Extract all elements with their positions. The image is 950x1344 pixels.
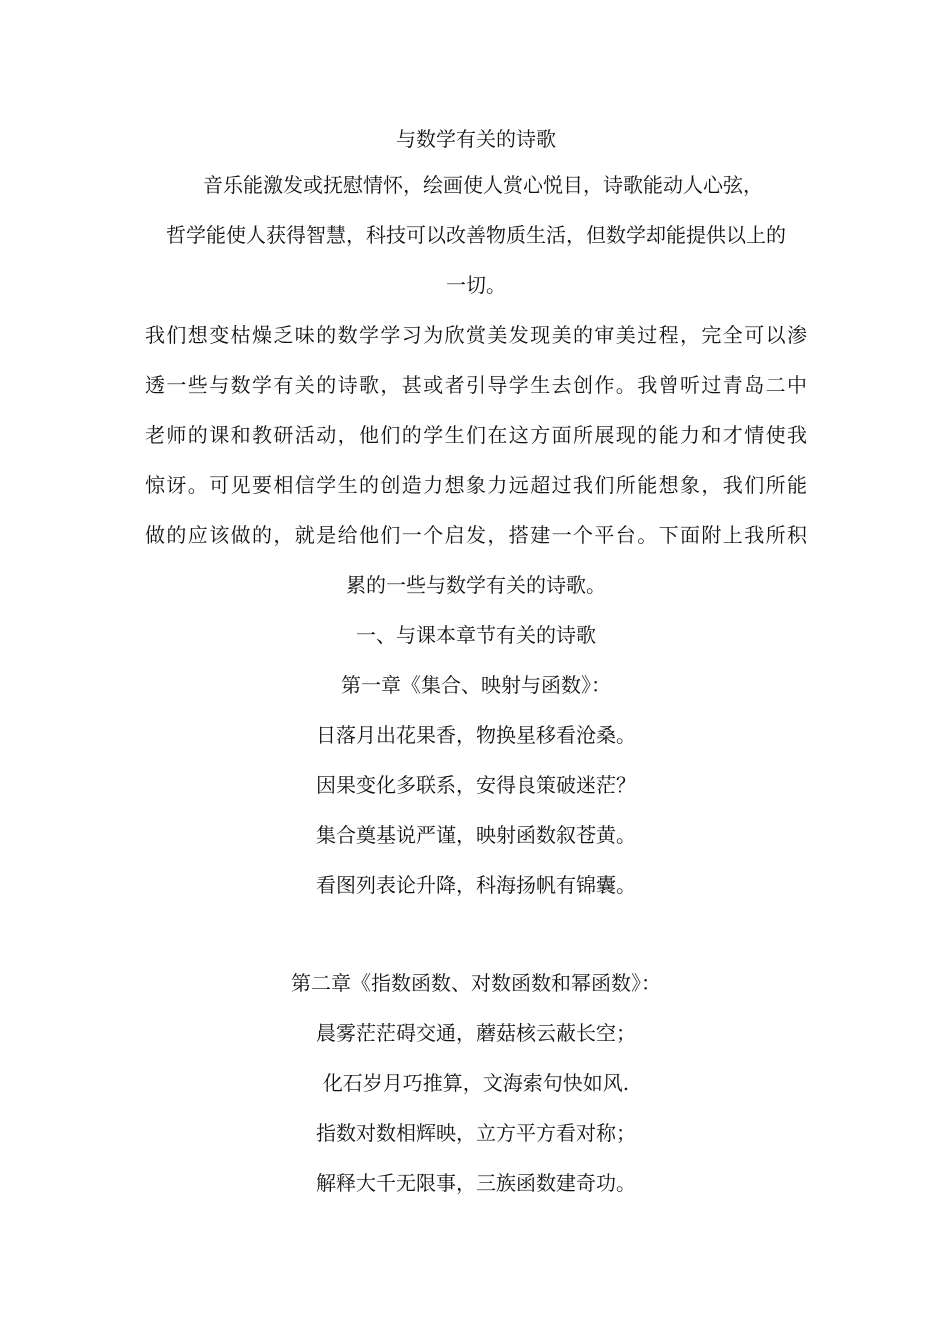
- intro-line: 哲学能使人获得智慧，科技可以改善物质生活，但数学却能提供以上的: [166, 223, 786, 247]
- body-paragraph: [145, 310, 807, 610]
- poem-line: 日落月出花果香，物换星移看沧桑。: [316, 723, 636, 747]
- intro-paragraph: [145, 160, 807, 310]
- blank-line: [145, 910, 807, 958]
- document-content: [145, 118, 807, 1208]
- poem-line: 集合奠基说严谨，映射函数叙苍黄。: [316, 823, 636, 847]
- poem-line: 因果变化多联系，安得良策破迷茫？: [316, 773, 636, 797]
- poem-line: 指数对数相辉映，立方平方看对称；: [316, 1121, 636, 1145]
- poem-line: 解释大千无限事，三族函数建奇功。: [316, 1171, 636, 1195]
- body-line: 做的应该做的，就是给他们一个启发，搭建一个平台。下面附上我所积: [145, 523, 807, 547]
- body-line: 累的一些与数学有关的诗歌。: [346, 573, 606, 597]
- body-line: 透一些与数学有关的诗歌，甚或者引导学生去创作。我曾听过青岛二中: [145, 373, 807, 397]
- document-title: 与数学有关的诗歌: [396, 127, 556, 151]
- body-line: 我们想变枯燥乏味的数学学习为欣赏美发现美的审美过程，完全可以渗: [145, 323, 807, 347]
- intro-line: 音乐能激发或抚慰情怀，绘画使人赏心悦目，诗歌能动人心弦，: [203, 173, 763, 197]
- body-line: 惊讶。可见要相信学生的创造力想象力远超过我们所能想象，我们所能: [145, 473, 807, 497]
- poem-line: 晨雾茫茫碍交通，蘑菇核云蔽长空；: [316, 1021, 636, 1045]
- poem-line: 看图列表论升降，科海扬帆有锦囊。: [316, 873, 636, 897]
- poem-line: 化石岁月巧推算，文海索句快如风.: [322, 1071, 630, 1095]
- section-heading: 一、与课本章节有关的诗歌: [356, 623, 596, 647]
- body-line: 老师的课和教研活动，他们的学生们在这方面所展现的能力和才情使我: [145, 423, 807, 447]
- intro-line: 一切。: [446, 273, 506, 297]
- chapter-heading: 第二章《指数函数、对数函数和幂函数》：: [291, 971, 661, 995]
- chapter-heading: 第一章《集合、映射与函数》：: [341, 673, 611, 697]
